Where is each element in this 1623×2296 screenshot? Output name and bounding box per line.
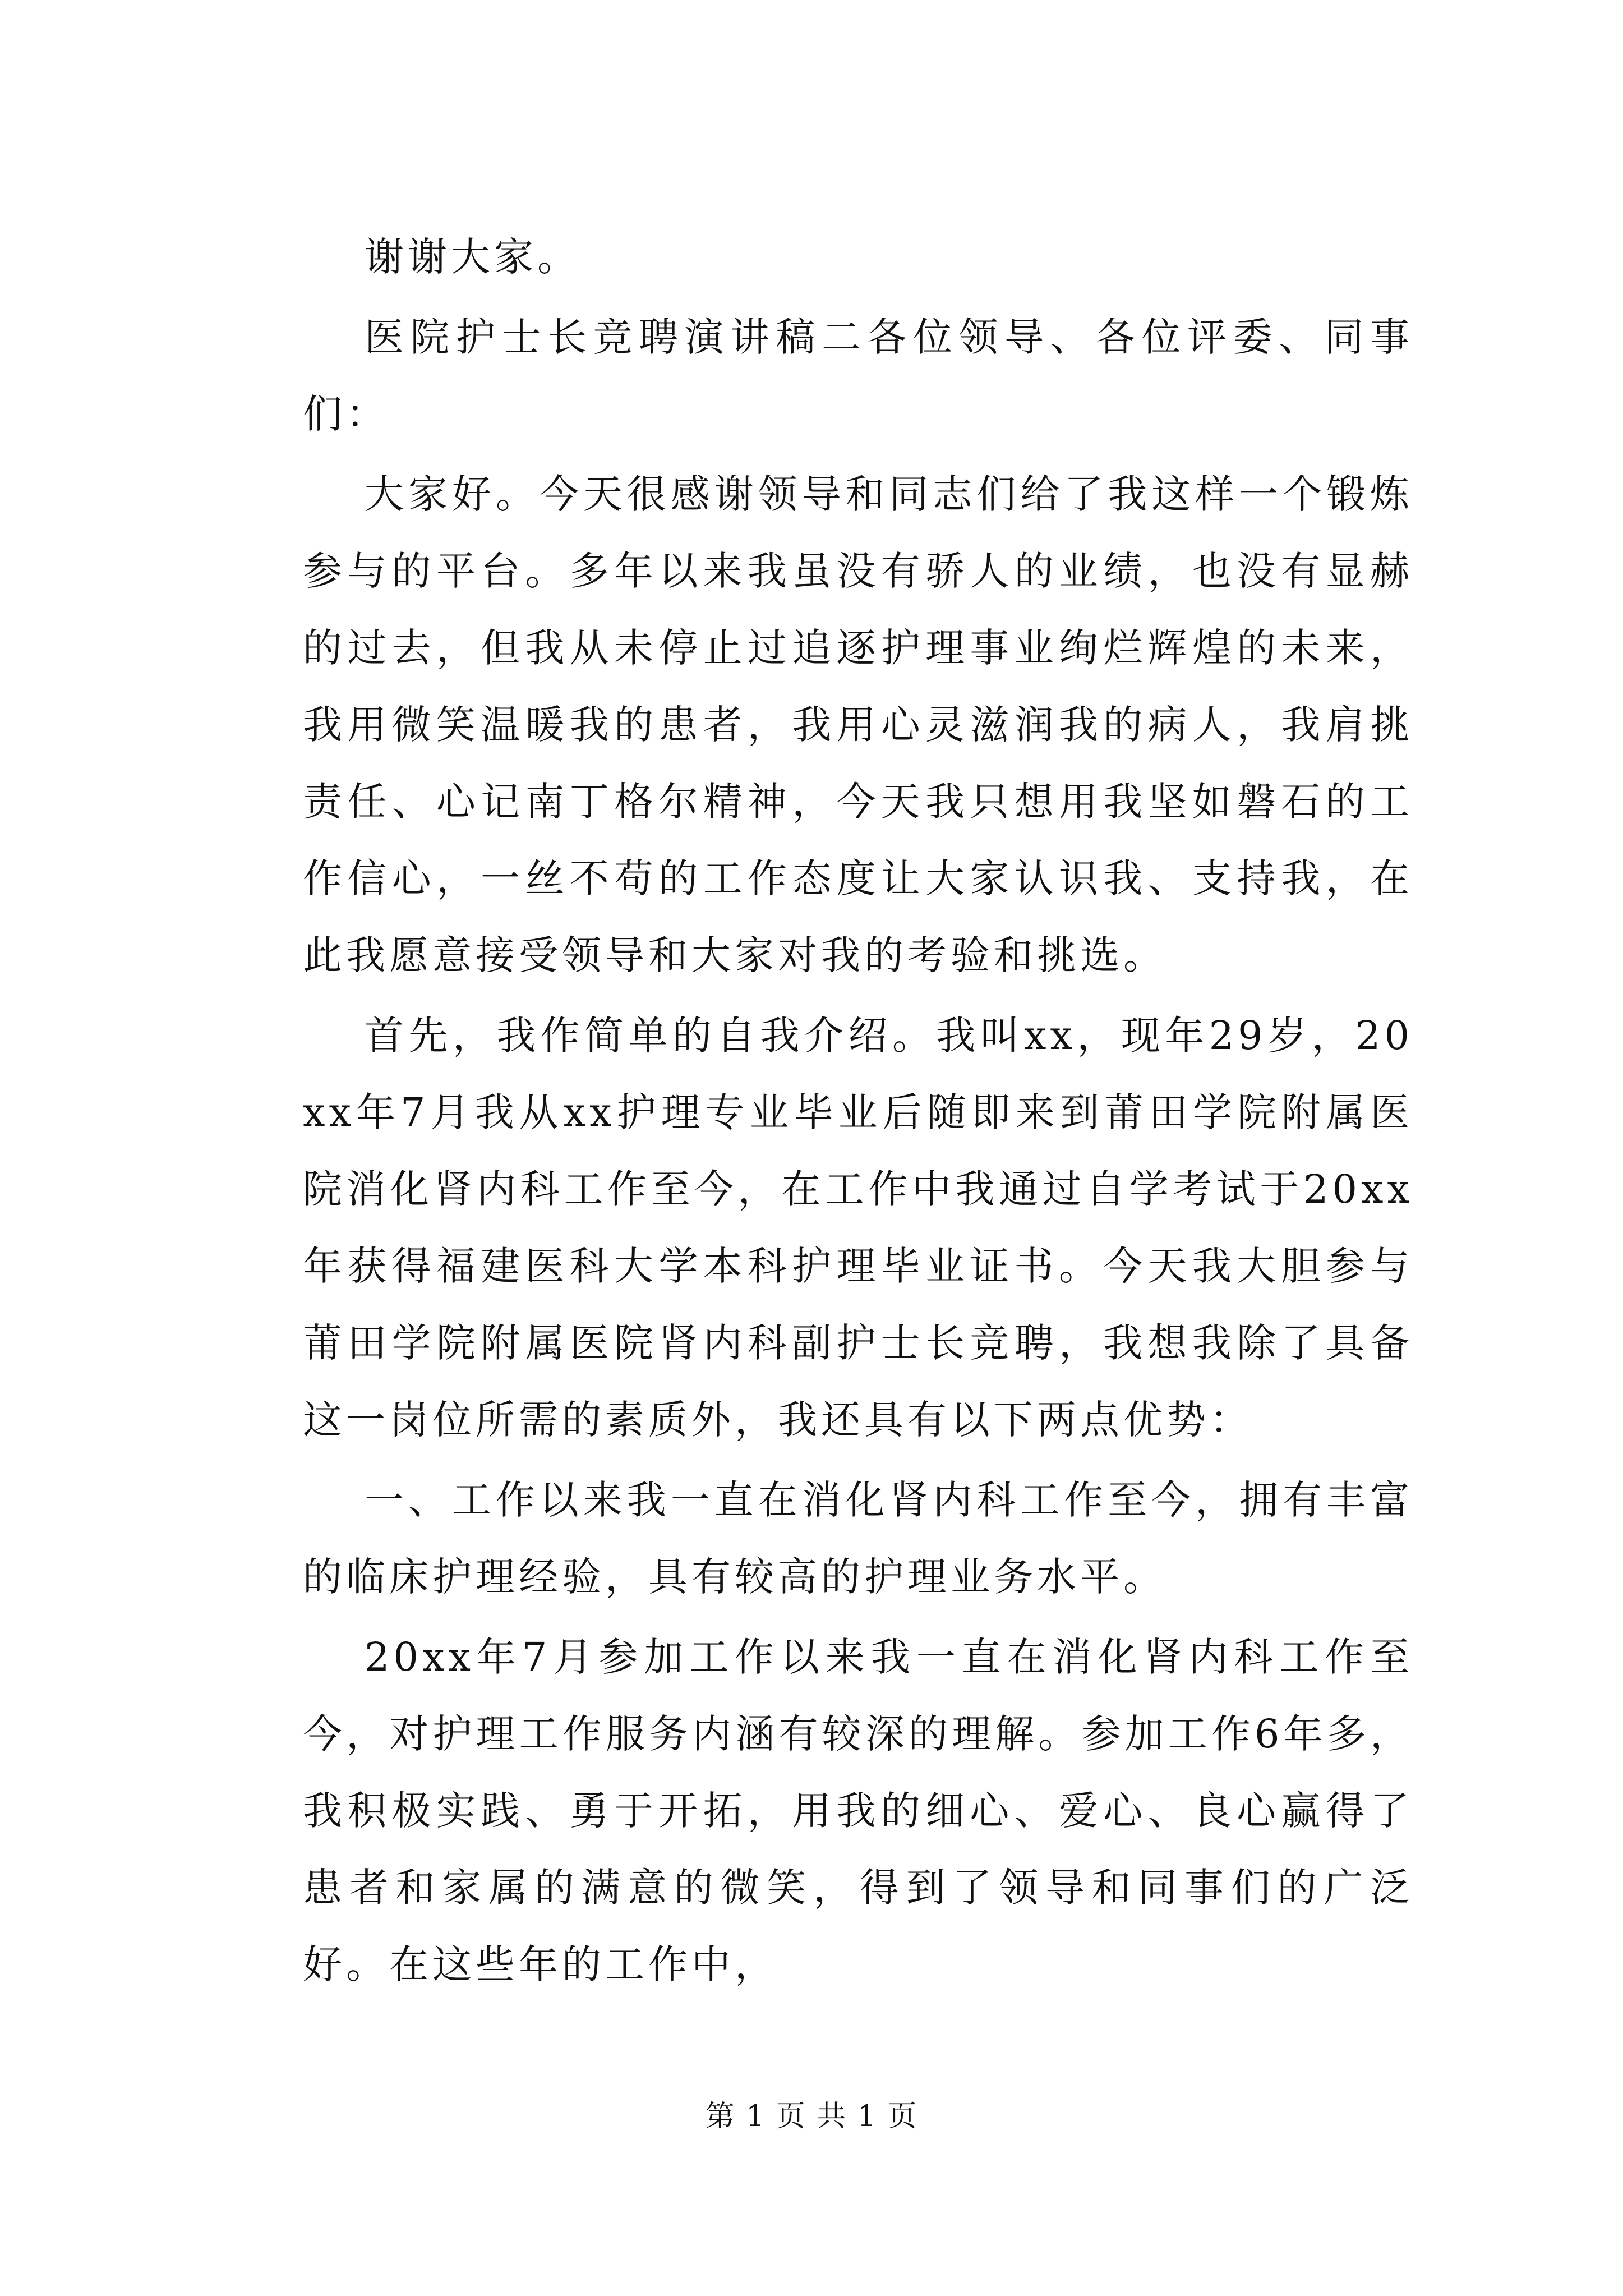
- paragraph-thanks: 谢谢大家。: [365, 234, 580, 280]
- document-body: [303, 219, 1413, 2007]
- page-number-footer: 第 1 页 共 1 页: [705, 2100, 918, 2133]
- paragraph-title-greeting: 医院护士长竞聘演讲稿二各位领导、各位评委、同事们：: [303, 314, 1413, 437]
- paragraph-self-intro: 首先，我作简单的自我介绍。我叫xx，现年29岁，20xx年7月我从xx护理专业毕业后随即来到莆田学院附属医院消化肾内科工作至今，在工作中我通过自学考试于20xx年获得福建医科大学本科护理毕业证书。今天我大胆参与莆田学院附属医院肾内科副护士长竞聘，我想我除了具备这一岗位所需的素质外，我还具有以下两点优势：: [303, 1013, 1413, 1443]
- paragraph-advantage-one: 一、工作以来我一直在消化肾内科工作至今，拥有丰富的临床护理经验，具有较高的护理业务水平。: [303, 1477, 1413, 1600]
- paragraph-work-experience: 20xx年7月参加工作以来我一直在消化肾内科工作至今，对护理工作服务内涵有较深的理解。参加工作6年多，我积极实践、勇于开拓，用我的细心、爱心、良心赢得了患者和家属的满意的微笑，得到了领导和同事们的广泛好。在这些年的工作中，: [303, 1634, 1413, 1987]
- paragraph-opening: 大家好。今天很感谢领导和同志们给了我这样一个锻炼参与的平台。多年以来我虽没有骄人的业绩，也没有显赫的过去，但我从未停止过追逐护理事业绚烂辉煌的未来，我用微笑温暖我的患者，我用心灵滋润我的病人，我肩挑责任、心记南丁格尔精神，今天我只想用我坚如磐石的工作信心，一丝不苟的工作态度让大家认识我、支持我，在此我愿意接受领导和大家对我的考验和挑选。: [303, 471, 1413, 978]
